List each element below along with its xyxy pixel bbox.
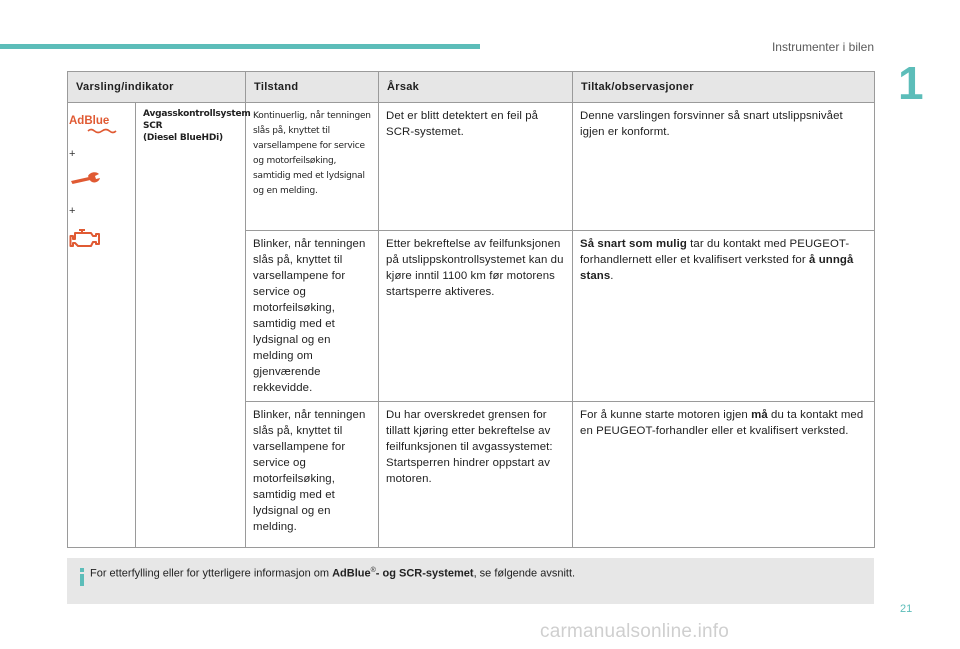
state-cell: Blinker, når tenningen slås på, knyttet til varsellampene for service og motorfeilsøking, samtidig med et lydsignal og en melding om gjenværende rekkevidde. [246, 231, 379, 402]
adblue-icon: AdBlue [69, 115, 134, 134]
action-cell: For å kunne starte motoren igjen må du ta kontakt med en PEUGEOT-forhandler eller et kvalifisert verksted. [573, 402, 875, 548]
indicator-name-cell: Avgasskontrollsystem SCR (Diesel BlueHDi) [136, 103, 246, 548]
table-header-row [68, 72, 875, 103]
column-header-action: Tiltak/observasjoner [573, 72, 875, 103]
top-accent-bar [0, 44, 480, 49]
column-header-indicator: Varsling/indikator [68, 72, 246, 103]
state-cell: Blinker, når tenningen slås på, knyttet til varsellampene for service og motorfeilsøking, samtidig med et lydsignal og en melding. [246, 402, 379, 548]
chapter-number: 1 [898, 57, 924, 109]
page-number: 21 [900, 603, 913, 615]
plus-sign: + [69, 205, 76, 217]
state-cell: Kontinuerlig, når tenningen slås på, knyttet til varsellampene for service og motorfeilsøking, samtidig med et lydsignal og en melding. [246, 103, 379, 231]
indicator-icons-cell [68, 103, 136, 548]
plus-sign: + [69, 148, 76, 160]
action-cell: Så snart som mulig tar du kontakt med PEUGEOT-forhandlernett eller et kvalifisert verksted for å unngå stans. [573, 231, 875, 402]
column-header-cause: Årsak [379, 72, 573, 103]
watermark: carmanualsonline.info [540, 621, 730, 642]
section-title: Instrumenter i bilen [771, 40, 874, 54]
table-row [68, 103, 875, 231]
wrench-icon [69, 170, 134, 191]
column-header-state: Tilstand [246, 72, 379, 103]
warning-table [67, 71, 875, 548]
info-text: For etterfylling eller for ytterligere informasjon om AdBlue®- og SCR-systemet, se følgende avsnitt. [90, 567, 576, 580]
cause-cell: Det er blitt detektert en feil på SCR-systemet. [379, 103, 573, 231]
info-icon [79, 568, 85, 591]
info-box [67, 558, 874, 604]
action-cell: Denne varslingen forsvinner så snart utslippsnivået igjen er konformt. [573, 103, 875, 231]
cause-cell: Etter bekreftelse av feilfunksjonen på utslippskontrollsystemet kan du kjøre inntil 1100 km før motorens startsperre aktiveres. [379, 231, 573, 402]
engine-icon [69, 227, 134, 254]
cause-cell: Du har overskredet grensen for tillatt kjøring etter bekreftelse av feilfunksjonen til avgassystemet: Startsperren hindrer oppstart av motoren. [379, 402, 573, 548]
